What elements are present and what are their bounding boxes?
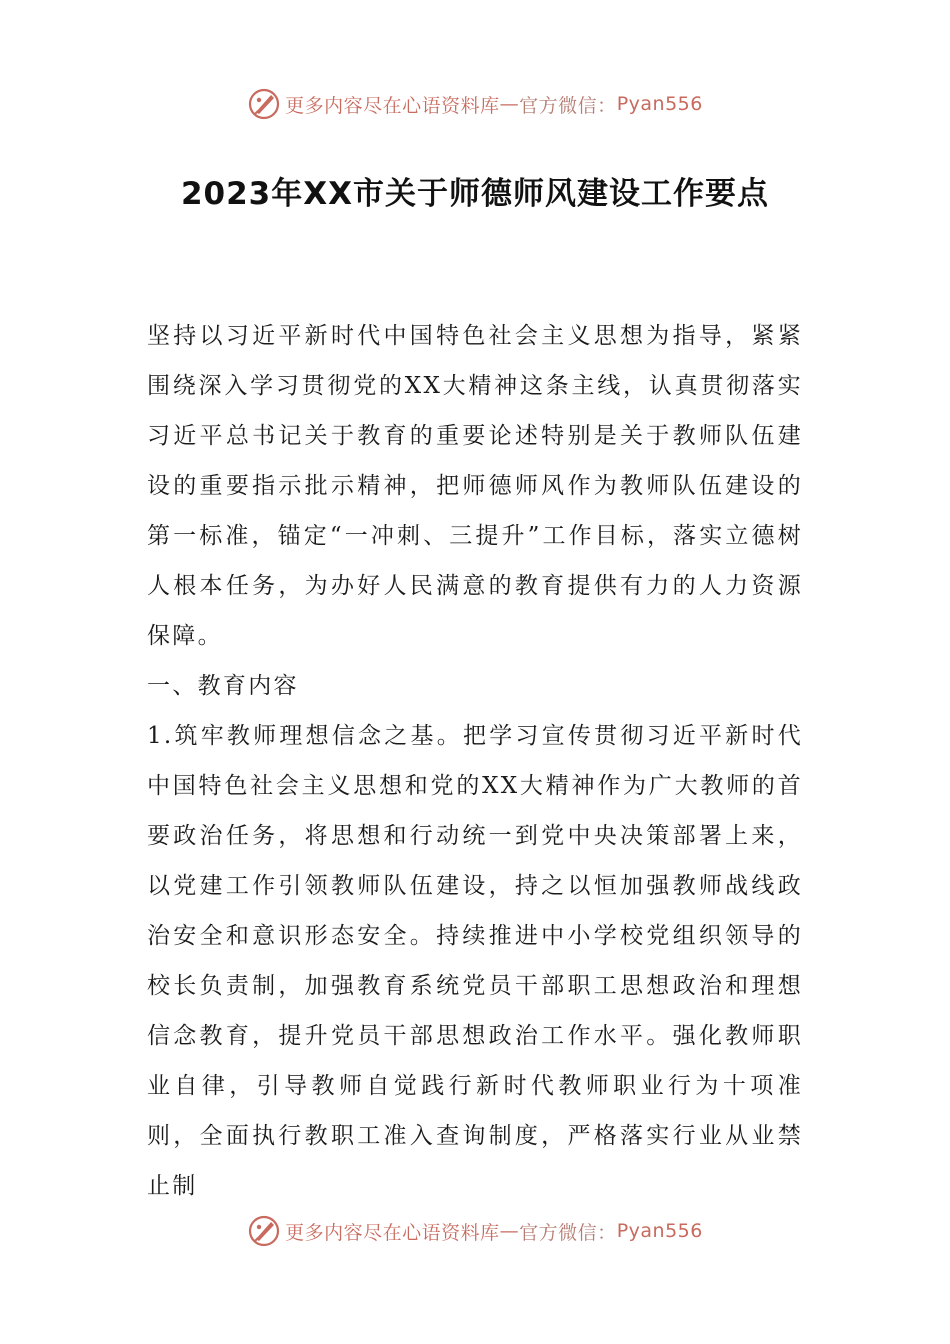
watermark-account: Pyan556 [616,93,703,115]
watermark-header [0,84,950,124]
watermark-separator: — [499,93,520,115]
quill-pen-seal-icon [247,1214,281,1248]
watermark-account: Pyan556 [616,1220,703,1242]
watermark-subtitle: 官方微信： [519,94,617,117]
quill-pen-seal-icon [247,87,281,121]
item-paragraph: 1.筑牢教师理想信念之基。把学习宣传贯彻习近平新时代中国特色社会主义思想和党的XX大精神作为广大教师的首要政治任务，将思想和行动统一到党中央决策部署上来，以党建工作引领教师队伍建设，持之以恒加强教师战线政治安全和意识形态安全。持续推进中小学校党组织领导的校长负责制，加强教育系统党员干部职工思想政治和理想信念教育，提升党员干部思想政治工作水平。强化教师职业自律，引导教师自觉践行新时代教师职业行为十项准则，全面执行教职工准入查询制度，严格落实行业从业禁止制 [147,723,803,1199]
watermark-brand: 更多内容尽在心语资料库 [285,94,500,117]
watermark-subtitle: 官方微信： [519,1221,617,1244]
watermark-brand: 更多内容尽在心语资料库 [285,1221,500,1244]
document-title: 2023年XX市关于师德师风建设工作要点 [180,176,770,212]
section-heading: 一、教育内容 [147,673,299,699]
document-body [147,311,803,1211]
watermark-footer [0,1211,950,1251]
watermark-separator: — [499,1220,520,1242]
intro-paragraph: 坚持以习近平新时代中国特色社会主义思想为指导，紧紧围绕深入学习贯彻党的XX大精神这条主线，认真贯彻落实习近平总书记关于教育的重要论述特别是关于教师队伍建设的重要指示批示精神，把师德师风作为教师队伍建设的第一标准，锚定“一冲刺、三提升”工作目标，落实立德树人根本任务，为办好人民满意的教育提供有力的人力资源保障。 [147,323,803,649]
